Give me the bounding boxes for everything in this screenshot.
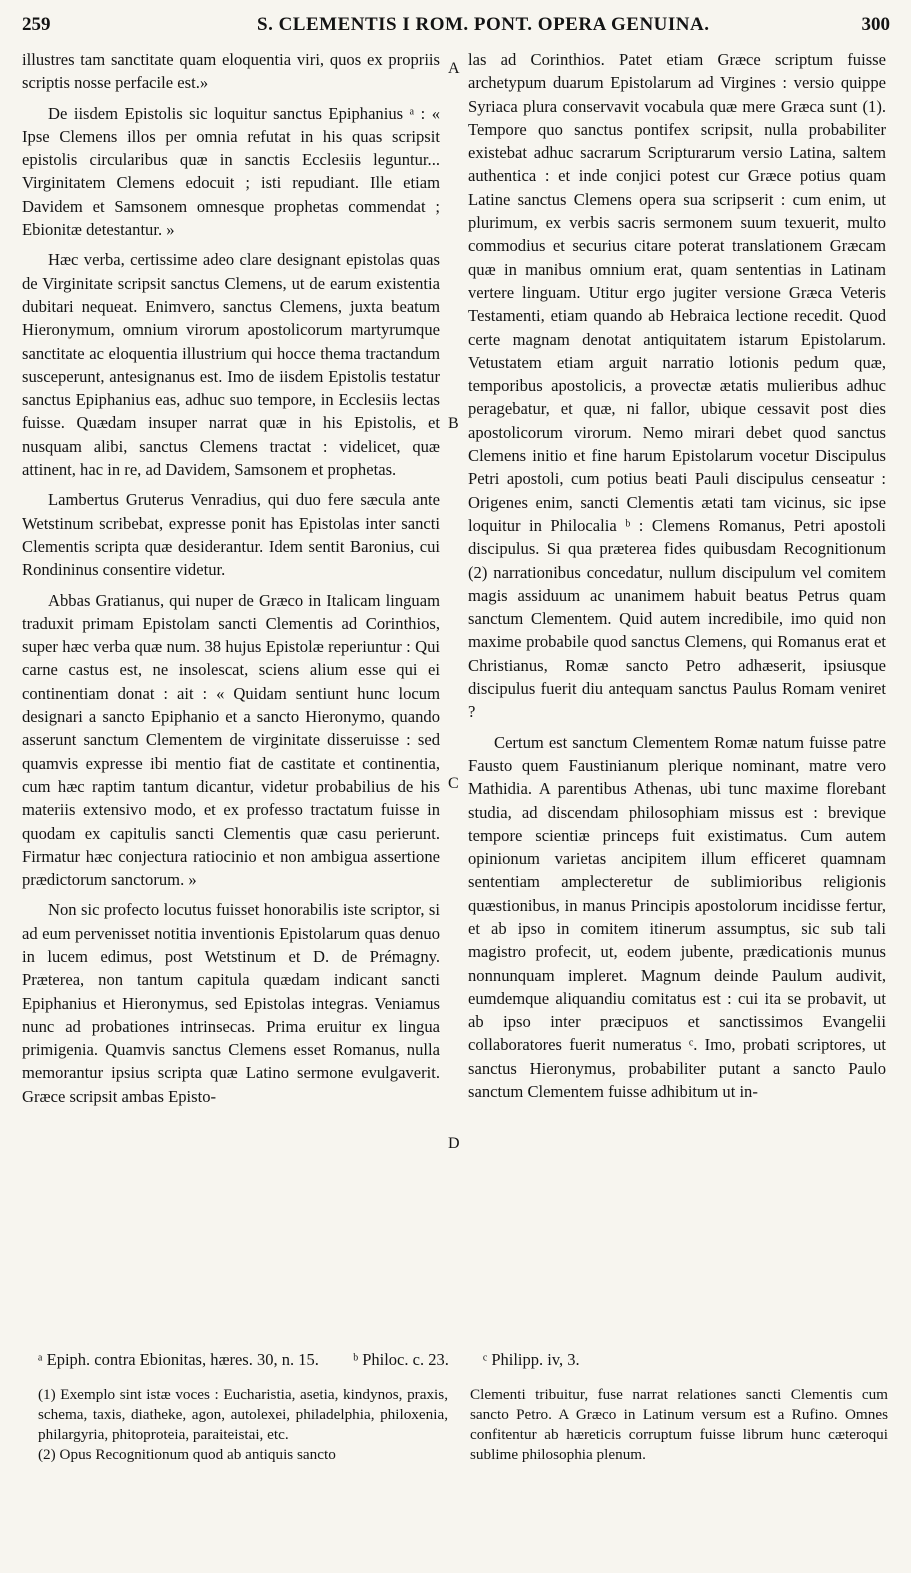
left-paragraph-3: Hæc verba, certissime adeo clare designant epistolas quas de Virginitate scripsit sanctus Clemens, ut de earum existentia dubitari nequeat. Enimvero, sanctus Clemens, juxta beatum Hieronymum, omnium virorum apostolicorum martyrumque sanctitate ac eloquentia illustrium qui hocce thema tractandum susceperunt, antesignanus est. Imo de iisdem Epistolis testatur sanctus Epiphanius eas, adhuc suo tempore, in Ecclesiis lectas fuisse. Quædam insuper narrat quæ in his Epistolis, et nusquam alibi, sanctus Clemens tractat : videlicet, quæ attinent, hac in re, ad Davidem, Samsonem et prophetas. xyxy=(22,250,440,480)
margin-marker-d: D xyxy=(448,1135,460,1152)
right-paragraph-1: las ad Corinthios. Patet etiam Græce scriptum fuisse archetypum duarum Epistolarum ad Virgines : versio quippe Syriaca plura conservavit vocabula quæ mere Græca sunt (1). Tempore quo sanctus pontifex scripsit, nulla probabiliter existebat adhuc sacrarum Scripturarum versio Latina, saltem authentica : et inde conjici potest cur Græce potius quam Latine sanctus Clemens opera sua scripserit : cum enim, ut plurimum, ex verbis sacris sermonem suum texuerit, multo commodius et securius citare poterat translationem Græcam quæ in manibus omnium erat, quam sententias in Latinam vertere linguam. Utitur ergo jugiter versione Græca Veteris Testamenti, etiam quando ab Hebraica lectione recedit. Quod certe magnam denotat antiquitatem istarum Epistolarum. Vetustatem etiam arguit narratio lotionis pedum quæ, temporibus apostolicis, a provectæ ætatis mulieribus adhuc peragebatur, et quæ, ni fallor, ubique cessavit post dies apostolicorum virorum. Nemo mirari debet quod sanctus Clemens initio et fine harum Epistolarum vocetur Discipulus Petri apostoli, cum potius beati Pauli discipulus censeatur : Origenes enim, sancti Clementis ætati tam vicinus, sic ipse loquitur in Philocalia ᵇ : Clemens Romanus, Petri apostoli discipulus. Si qua præterea fides quibusdam Recognitionum (2) narrationibus concedatur, nullum discipulum vel comitem magis assiduum ac unanimem habuit beatus Petrus quam sanctum Clementem. Quid autem incredibile, imo quid non maxime probabile quod sanctus Clemens, qui Romanus erat et Christianus, Romæ sancto Petro adhæserit, ipsiusque discipulus fuerit diu antequam sanctus Paulus Romam veniret ? xyxy=(468,50,886,722)
page-number-left: 259 xyxy=(22,14,51,35)
left-paragraph-4: Lambertus Gruterus Venradius, qui duo fere sæcula ante Wetstinum scribebat, expresse ponit has Epistolas inter sancti Clementis scripta quæ desiderantur. Idem sentit Baronius, cui Rondininus consentire videtur. xyxy=(22,490,440,580)
margin-marker-b: B xyxy=(448,415,459,432)
ref-note-c: ᶜ Philipp. iv, 3. xyxy=(482,1350,580,1369)
running-title: S. CLEMENTIS I ROM. PONT. OPERA GENUINA. xyxy=(257,14,710,35)
left-paragraph-6: Non sic profecto locutus fuisset honorabilis iste scriptor, si ad eum pervenisset notitia inventionis Epistolarum quas denuo in lucem edimus, post Wetstinum et D. de Prémagny. Præterea, non tantum capitula quædam indicant sancti Epiphanius et Hieronymus, sed Epistolas integras. Veniamus nunc ad probationes intrinsecas. Prima eruitur ex lingua primigenia. Quamvis sanctus Clemens esset Romanus, nulla memorantur ipsius scripta quæ Latino sermone evulgaverit. Græce scripsit ambas Episto- xyxy=(22,900,440,1106)
running-header xyxy=(22,14,890,44)
left-paragraph-5: Abbas Gratianus, qui nuper de Græco in Italicam linguam traduxit primam Epistolam sancti Clementis ad Corinthios, super hæc verba quæ num. 38 hujus Epistolæ reperiuntur : Qui carne castus est, ne insolescat, sciens alium esse qui ei continentiam donat : ait : « Quidam sentiunt hunc locum designari a sancto Epiphanio et a sancto Hieronymo, quando asserunt sanctum Clementem de virginitate disseruisse : sed quamvis expresse ibi mentio fiat de castitate et continentia, cum hæc raptim tantum dicantur, videtur probabilius de his materiis extensivo modo, et ex professo tractatum fuisse in quodam ex capitulis sancti Clementis quæ casu perierunt. Firmatur hæc conjectura ratiocinio et non ambigua assertione prædictorum sanctorum. » xyxy=(22,590,440,890)
ref-note-b: ᵇ Philoc. c. 23. xyxy=(352,1350,449,1369)
right-column xyxy=(468,48,886,1103)
footnote-2-continued: Clementi tribuitur, fuse narrat relationes sancti Clementis cum sancto Petro. A Græco in Latinum versum est a Rufino. Omnes confitentur ab hæreticis corruptum fuisse librum hunc cæteroqui sublime philosophia plenum. xyxy=(470,1386,888,1463)
reference-notes xyxy=(38,1350,898,1370)
margin-marker-c: C xyxy=(448,775,459,792)
footnote-2: (2) Opus Recognitionum quod ab antiquis sancto xyxy=(38,1446,336,1463)
ref-note-a: ᵃ Epiph. contra Ebionitas, hæres. 30, n. 15. xyxy=(38,1350,319,1369)
right-paragraph-2: Certum est sanctum Clementem Romæ natum fuisse patre Fausto quem Faustinianum plerique nominant, matre vero Mathidia. A parentibus Athenas, ubi tunc maxime florebant studia, ad discendam philosophiam missus est : brevique tempore scientiæ princeps fuit existimatus. Cum autem opinionum varietas ancipitem illum efficeret quamnam sententiam amplecteretur de sublimioribus religionis quæstionibus, in manus Principis apostolorum incidisse fertur, et ab ipso in comitem itinerum assumptus, sic sub tali magistro profecit, ut, eodem jubente, prædicationis munus nonnunquam impleret. Magnum deinde Paulum audivit, eumdemque aliquandiu comitatus est : cui ita se probavit, ut ab ipso inter præcipuos et sanctissimos Evangelii collaboratores fuerit numeratus ᶜ. Imo, probati scriptores, ut sanctus Hieronymus, probabiliter putant a sancto Paulo sanctum Clementem fuisse adhibitum ut in- xyxy=(468,732,886,1102)
footnotes-left xyxy=(38,1385,448,1465)
left-paragraph-1: illustres tam sanctitate quam eloquentia viri, quos ex propriis scriptis nosse perfacile est.» xyxy=(22,50,440,93)
footnote-1: (1) Exemplo sint istæ voces : Eucharistia, asetia, kindynos, praxis, schema, taxis, diatheke, agon, autolexei, philadelphia, philoxenia, philargyria, phitoproteia, paraiteistai, etc. xyxy=(38,1386,448,1443)
left-paragraph-2: De iisdem Epistolis sic loquitur sanctus Epiphanius ᵃ : « Ipse Clemens illos per omnia refutat in his quas scripsit epistolis circularibus quæ in sanctis Ecclesiis leguntur... Virginitatem Clemens edocuit ; isti repudiant. Ille etiam Davidem et Samsonem omnesque prophetas commendat ; Ebionitæ detestantur. » xyxy=(22,103,440,240)
left-column xyxy=(22,48,440,1108)
footnotes-right xyxy=(470,1385,888,1465)
margin-marker-a: A xyxy=(448,60,460,77)
page-number-right: 300 xyxy=(861,14,890,35)
